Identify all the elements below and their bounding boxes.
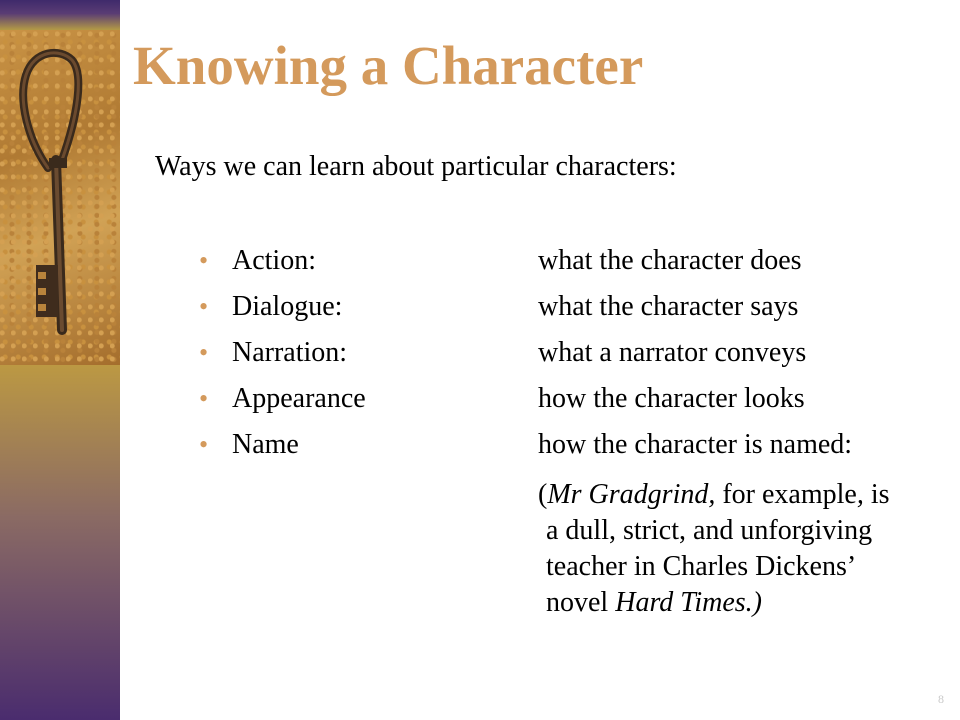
bullet-icon: • bbox=[199, 246, 209, 275]
example-line-4: novel Hard Times.) bbox=[546, 587, 762, 618]
bullet-icon: • bbox=[199, 292, 209, 321]
page-number: 8 bbox=[938, 692, 944, 706]
bullet-icon: • bbox=[199, 430, 209, 459]
bullet-icon: • bbox=[199, 338, 209, 367]
key-photo bbox=[0, 30, 120, 365]
item-term: Dialogue: bbox=[232, 291, 343, 322]
example-note bbox=[538, 477, 890, 621]
example-line-1: (Mr Gradgrind, for example, is bbox=[538, 479, 890, 510]
item-description: what a narrator conveys bbox=[538, 337, 807, 368]
example-line-2: a dull, strict, and unforgiving bbox=[546, 515, 873, 546]
item-term: Name bbox=[232, 429, 299, 460]
slide-title: Knowing a Character bbox=[133, 35, 644, 96]
item-term: Narration: bbox=[232, 337, 348, 368]
example-line-3: teacher in Charles Dickens’ bbox=[546, 551, 857, 582]
character-name: Mr Gradgrind, bbox=[547, 479, 716, 510]
item-term: Appearance bbox=[232, 383, 366, 414]
item-description: how the character looks bbox=[538, 383, 805, 414]
item-description: what the character does bbox=[538, 245, 802, 276]
item-term: Action: bbox=[232, 245, 316, 276]
top-band bbox=[0, 0, 120, 30]
novel-title: Hard Times.) bbox=[615, 587, 762, 618]
item-description: how the character is named: bbox=[538, 429, 853, 460]
left-gradient-bar bbox=[0, 0, 120, 720]
key-icon bbox=[0, 30, 120, 365]
item-description: what the character says bbox=[538, 291, 799, 322]
intro-text: Ways we can learn about particular characters: bbox=[155, 151, 677, 182]
bullet-icon: • bbox=[199, 384, 209, 413]
